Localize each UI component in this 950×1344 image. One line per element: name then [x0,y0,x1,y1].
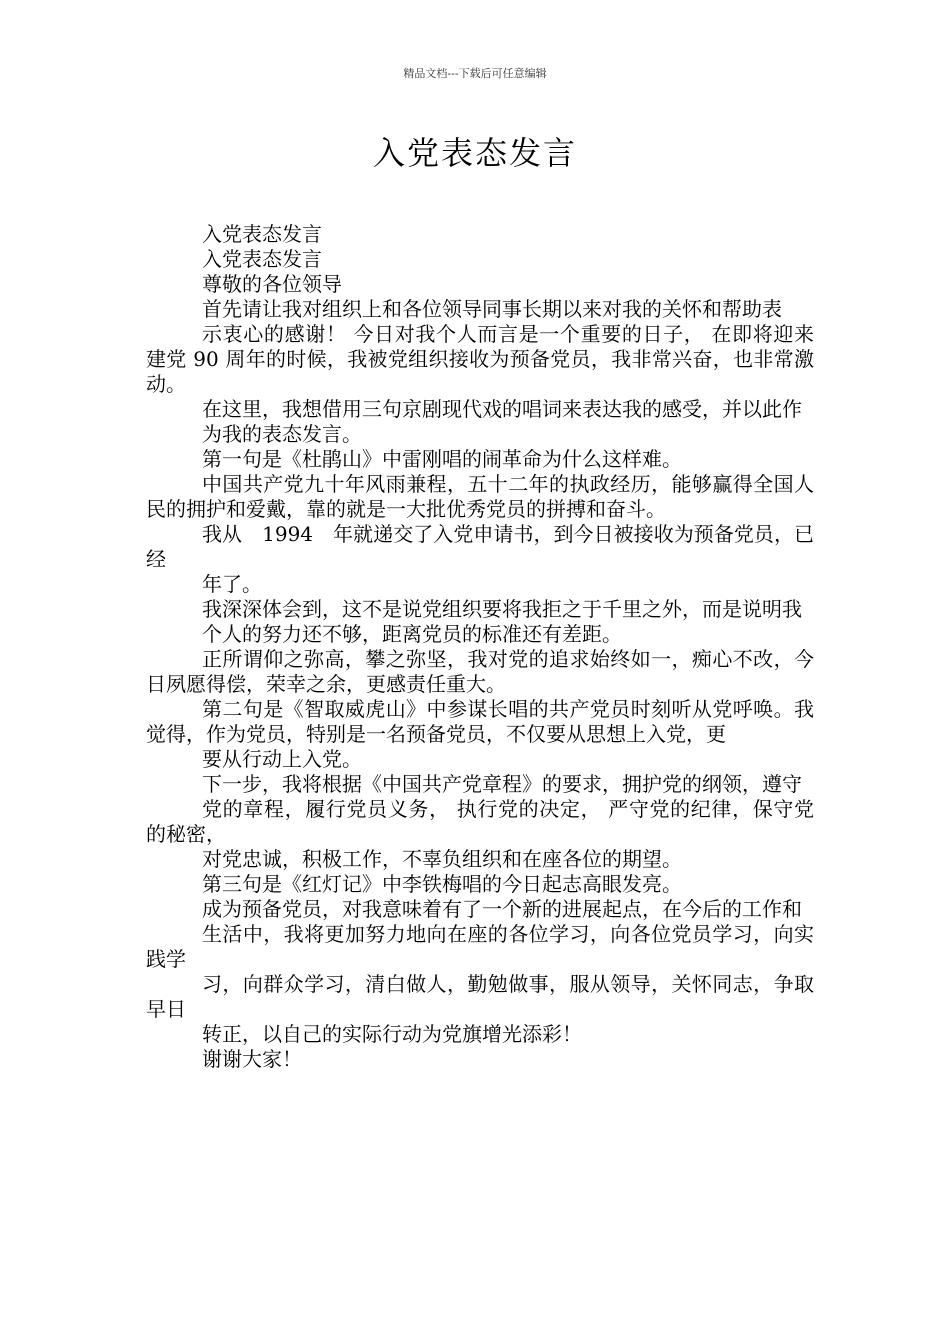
paragraph: 入党表态发言 [202,222,322,246]
document-title: 入党表态发言 [372,134,577,172]
paragraph: 在这里，我想借用三句京剧现代戏的唱词来表达我的感受，并以此作 [202,397,802,421]
paragraph: 正所谓仰之弥高，攀之弥坚，我对党的追求始终如一，痴心不改，今日夙愿得偿，荣幸之余，更感责任重大。 [146,647,814,696]
paragraph: 谢谢大家！ [202,1047,302,1071]
paragraph: 生活中，我将更加努力地向在座的各位学习，向各位党员学习，向实践学 [146,922,814,971]
document-body [146,222,814,1072]
paragraph: 习，向群众学习，清白做人，勤勉做事，服从领导，关怀同志，争取早日 [146,972,814,1021]
paragraph: 要从行动上入党。 [202,747,362,771]
paragraph: 下一步，我将根据《中国共产党章程》的要求，拥护党的纲领，遵守 [202,772,802,796]
paragraph: 转正，以自己的实际行动为党旗增光添彩！ [202,1022,582,1046]
paragraph: 为我的表态发言。 [202,422,362,446]
paragraph: 对党忠诚，积极工作，不辜负组织和在座各位的期望。 [202,847,682,871]
paragraph: 成为预备党员，对我意味着有了一个新的进展起点，在今后的工作和 [202,897,802,921]
paragraph: 第三句是《红灯记》中李铁梅唱的今日起志高眼发亮。 [202,872,682,896]
paragraph: 年了。 [202,572,262,596]
paragraph: 示衷心的感谢！ 今日对我个人而言是一个重要的日子， 在即将迎来建党 90 周年的时候，我被党组织接收为预备党员，我非常兴奋，也非常激动。 [146,322,814,396]
paragraph: 首先请让我对组织上和各位领导同事长期以来对我的关怀和帮助表 [202,297,782,321]
paragraph: 中国共产党九十年风雨兼程，五十二年的执政经历，能够赢得全国人民的拥护和爱戴，靠的就是一大批优秀党员的拼搏和奋斗。 [146,472,814,521]
paragraph: 入党表态发言 [202,247,322,271]
header-note: 精品文档---下载后可任意编辑 [403,67,547,80]
paragraph: 党的章程，履行党员义务， 执行党的决定， 严守党的纪律，保守党的秘密， [146,797,814,846]
paragraph: 第一句是《杜鹃山》中雷刚唱的闹革命为什么这样难。 [202,447,682,471]
paragraph: 我从 1994 年就递交了入党申请书，到今日被接收为预备党员，已经 [146,522,814,571]
paragraph: 个人的努力还不够，距离党员的标准还有差距。 [202,622,622,646]
paragraph: 我深深体会到，这不是说党组织要将我拒之于千里之外，而是说明我 [202,597,802,621]
paragraph: 第二句是《智取威虎山》中参谋长唱的共产党员时刻听从党呼唤。我觉得，作为党员，特别是一名预备党员，不仅要从思想上入党，更 [146,697,814,746]
paragraph: 尊敬的各位领导 [202,272,342,296]
